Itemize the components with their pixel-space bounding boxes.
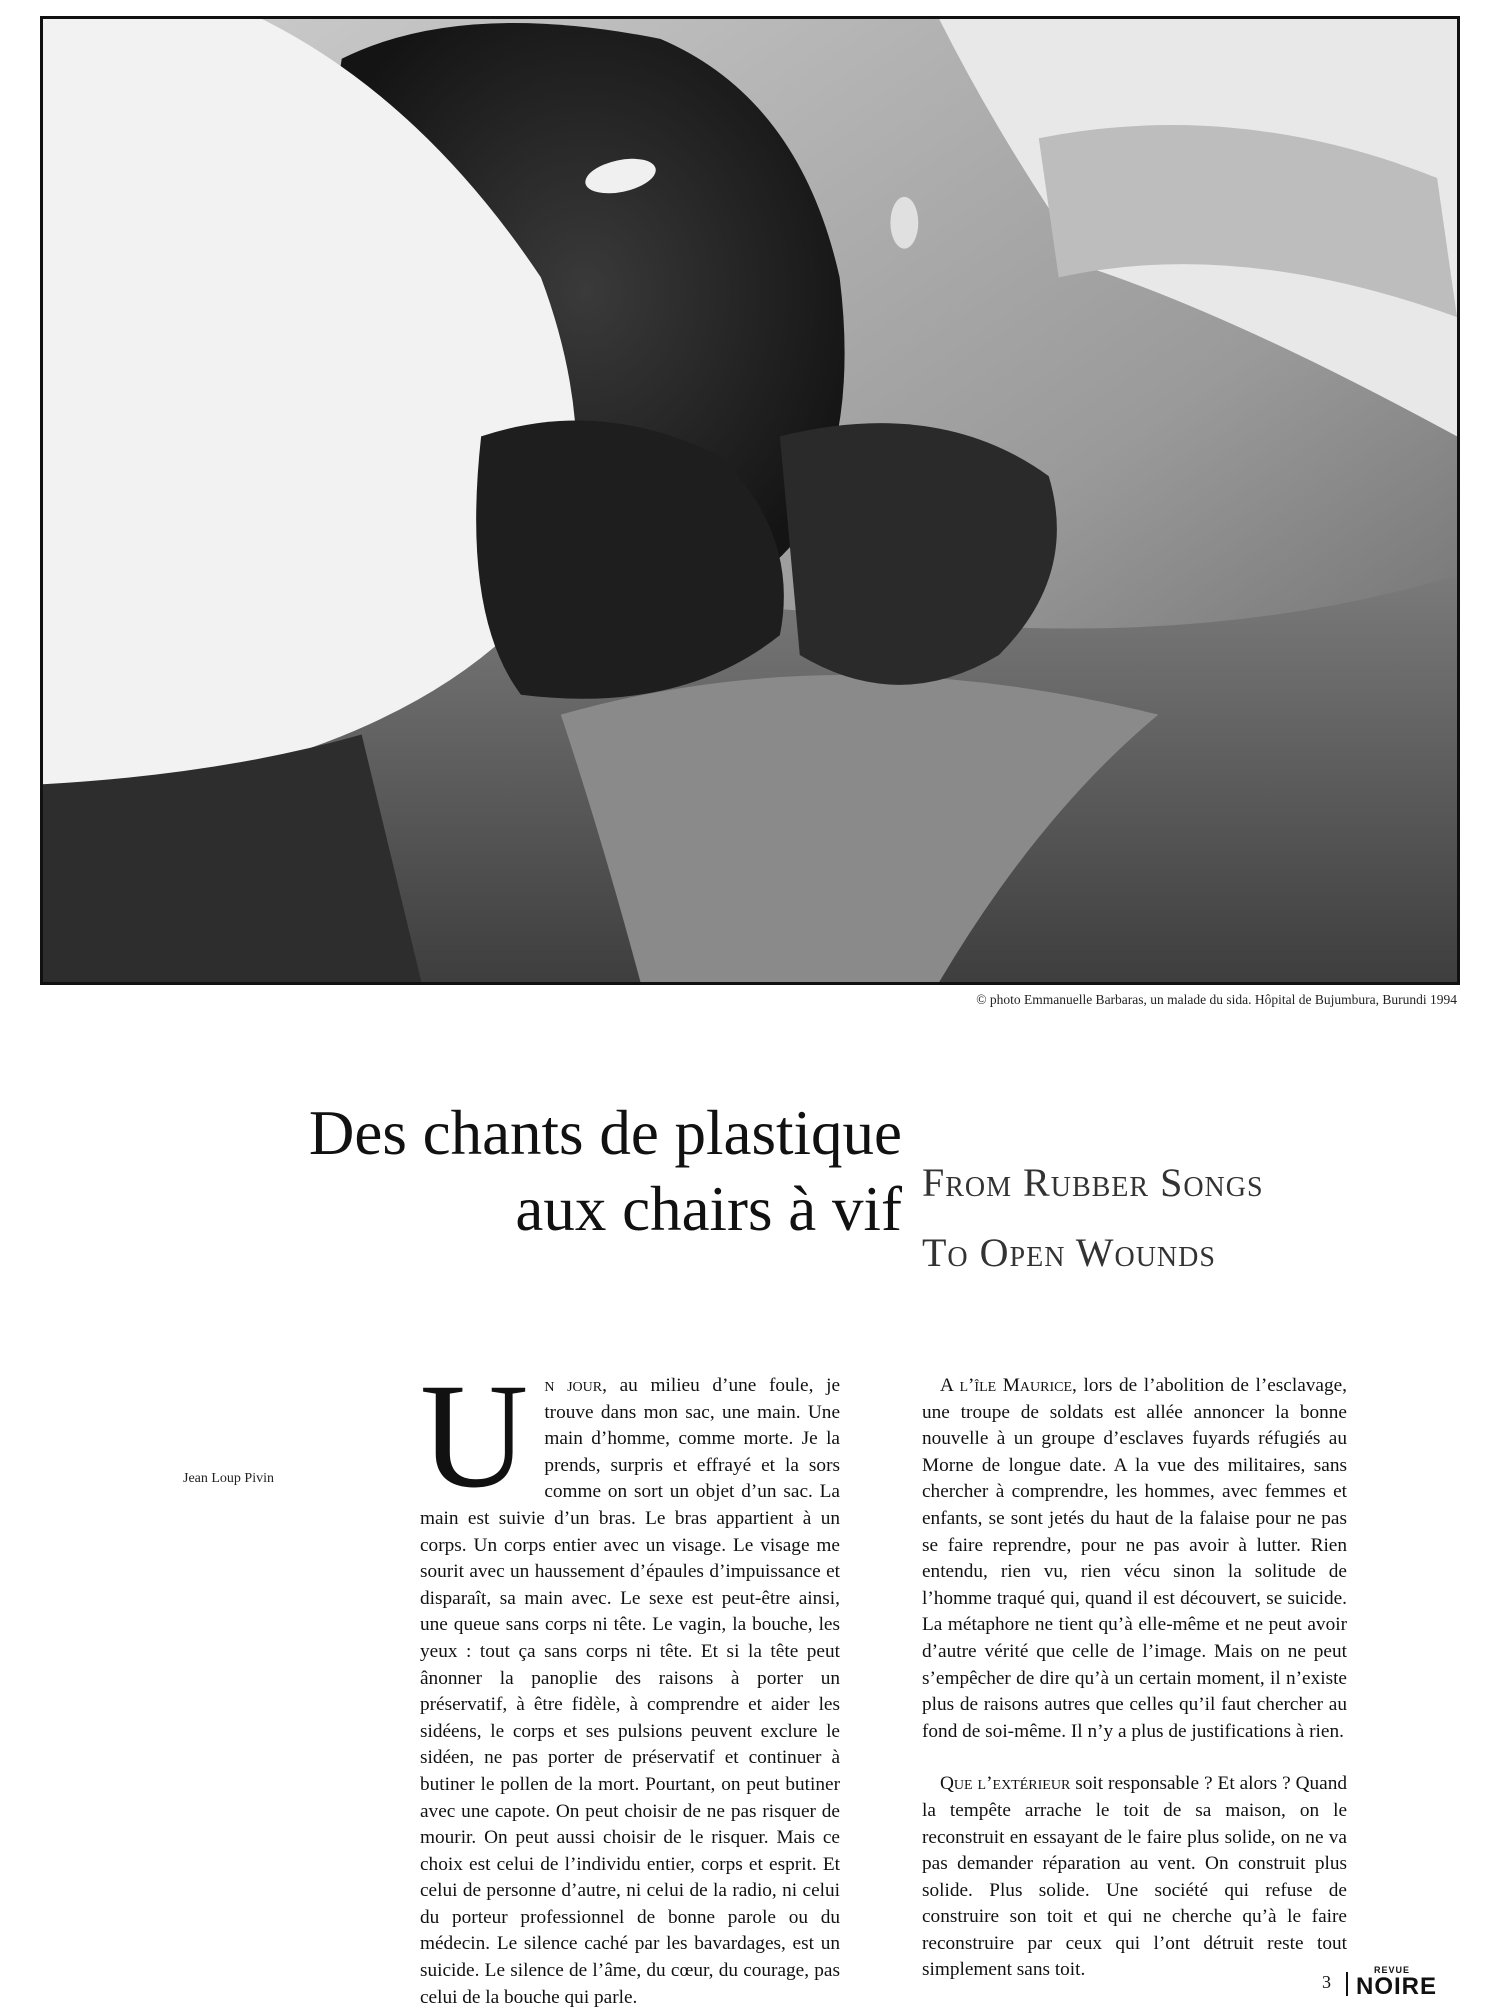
logo-big-text: NOIRE	[1356, 1973, 1438, 2000]
english-title-line-1: From Rubber Songs	[922, 1160, 1264, 1205]
drop-cap: U	[420, 1353, 529, 1519]
english-title	[922, 1148, 1442, 1288]
author-name: Jean Loup Pivin	[183, 1471, 274, 1486]
photo	[40, 16, 1460, 985]
column-2-p2-text: soit responsable ? Et alors ? Quand la tempête arrache le toit de sa maison, on le reconstruit en essayant de le faire plus solide, on ne va pas demander réparation au vent. On construit plus solide. Plus solide. Une société qui refuse de construire son toit et qui ne cherche qu’à le faire reconstruire par ceux qui l’ont détruit reste tout simplement sans toit.	[922, 1773, 1347, 1981]
column-2-paragraph-1	[922, 1373, 1347, 1745]
article-column-1	[420, 1353, 841, 2011]
logo-small-text: REVUE	[1373, 1965, 1410, 1975]
article-column-2	[922, 1373, 1347, 1984]
french-title-line-1: Des chants de plastique	[308, 1098, 902, 1168]
footer-divider	[1346, 1972, 1348, 1996]
french-title-line-2: aux chairs à vif	[515, 1174, 902, 1244]
page-number: 3	[1322, 1972, 1331, 1992]
english-title-line-2: To Open Wounds	[922, 1230, 1216, 1275]
column-2-p1-text: , lors de l’abolition de l’esclavage, une troupe de soldats est allée annoncer la bonne nouvelle à un groupe d’esclaves fuyards réfugiés au Morne de longue date. A la vue des militaires, sans chercher à comprendre, les hommes, avec femmes et enfants, se sont jetés du haut de la falaise pour ne pas se faire reprendre, pour ne pas avoir à lutter. Rien entendu, rien vu, rien vécu sinon la solitude de l’homme traqué qui, quand il est découvert, se suicide. La métaphore ne tient qu’à elle-même et ne peut avoir d’autre vérité que celle de l’image. Mais on ne peut s’empêcher de dire qu’à un certain moment, il n’existe plus de raisons autres que celles qu’il faut chercher au fond de soi-même. Il n’y a plus de justifications à rien.	[922, 1375, 1347, 1742]
column-1-text: , au milieu d’une foule, je trouve dans mon sac, une main. Une main d’homme, comme morte. Je la prends, surpris et effrayé et la sors comme on sort un objet d’un sac. La main est suivie d’un bras. Le bras appartient à un corps. Un corps entier avec un visage. Le visage me sourit avec un haussement d’épaules d’impuissance et disparaît, sa main avec. Le sexe est peut-être ainsi, une queue sans corps ni tête. Le vagin, la bouche, les yeux : tout ça sans corps ni tête. Et si la tête peut ânonner la panoplie des raisons à porter un préservatif, à être fidèle, à comprendre et aider les sidéens, le corps et ses pulsions peuvent exclure le sidéen, ne pas porter de préservatif et continuer à butiner le pollen de la mort. Pourtant, on peut butiner avec une capote. On peut choisir de ne pas risquer de mourir. On peut aussi choisir de le risquer. Mais ce choix est celui de l’individu entier, corps et esprit. Et celui de personne d’autre, ni celui de la radio, ni celui du porteur professionnel de bonne parole ou du médecin. Le silence caché par les bavardages, est un suicide. Le silence de l’âme, du cœur, du courage, pas celui de la bouche qui parle.	[420, 1375, 841, 2008]
photo-caption: © photo Emmanuelle Barbaras, un malade du sida. Hôpital de Bujumbura, Burundi 1994	[976, 992, 1457, 1007]
column-2-paragraph-2	[922, 1771, 1347, 1984]
hospital-patient-photo	[43, 19, 1457, 982]
french-title	[142, 1095, 902, 1247]
revue-noire-logo	[1356, 1965, 1438, 2000]
column-1-lead: n jour	[544, 1375, 603, 1396]
column-2-p1-lead: A l’île Maurice	[940, 1375, 1073, 1396]
column-2-p2-lead: Que l’extérieur	[940, 1773, 1071, 1795]
column-1-paragraph	[420, 1353, 841, 2011]
